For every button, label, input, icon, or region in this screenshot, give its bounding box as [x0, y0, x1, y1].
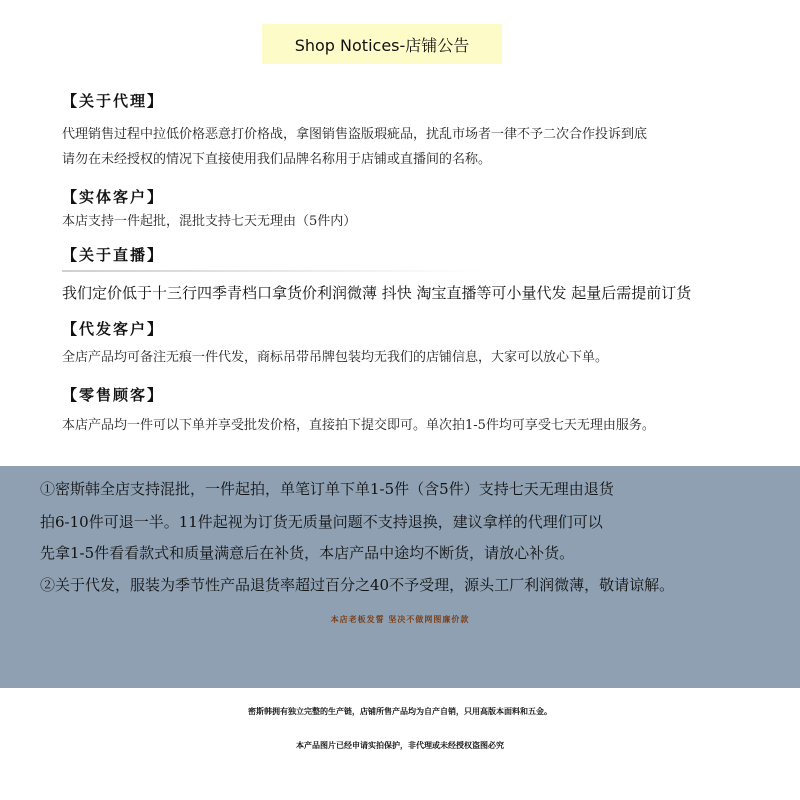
policy-line-1: ①密斯韩全店支持混批，一件起拍，单笔订单下单1-5件（含5件）支持七天无理由退货 [40, 480, 614, 498]
livestream-line: 我们定价低于十三行四季青档口拿货价利润微薄 抖快 淘宝直播等可小量代发 起量后需提前订货 [62, 284, 692, 302]
section-heading-dropship: 【代发客户】 [62, 320, 165, 338]
notice-title: Shop Notices-店铺公告 [294, 35, 470, 55]
dropship-line: 全店产品均可备注无痕一件代发，商标吊带吊牌包装均无我们的店铺信息，大家可以放心下单。 [62, 350, 609, 365]
retail-line: 本店产品均一件可以下单并享受批发价格，直接拍下提交即可。单次拍1-5件均可享受七天无理由服务。 [62, 418, 655, 433]
agency-line-2: 请勿在未经授权的情况下直接使用我们品牌名称用于店铺或直播间的名称。 [62, 152, 492, 167]
policy-line-3: 先拿1-5件看看款式和质量满意后在补货，本店产品中途均不断货，请放心补货。 [40, 544, 575, 562]
owner-pledge-headline: 本店老板发誓 坚决不做网图廉价款 [330, 615, 470, 624]
section-heading-livestream: 【关于直播】 [62, 246, 165, 264]
section-heading-agency: 【关于代理】 [62, 92, 165, 110]
divider [62, 270, 482, 272]
agency-line-1: 代理销售过程中拉低价格恶意打价格战，拿图销售盗版瑕疵品，扰乱市场者一律不予二次合作投诉到底 [62, 127, 648, 142]
footer-line-1: 密斯韩拥有独立完整的生产链，店铺所售产品均为自产自销，只用高版本面料和五金。 [248, 706, 552, 716]
section-heading-retail: 【零售顾客】 [62, 386, 165, 404]
physical-customers-line: 本店支持一件起批，混批支持七天无理由（5件内） [62, 214, 357, 229]
policy-line-2: 拍6-10件可退一半。11件起视为订货无质量问题不支持退换，建议拿样的代理们可以 [40, 513, 603, 531]
section-heading-physical-customers: 【实体客户】 [62, 188, 165, 206]
notice-title-box [262, 24, 502, 64]
footer-line-2: 本产品图片已经申请实拍保护，非代理或未经授权盗图必究 [296, 740, 504, 750]
policy-line-4: ②关于代发，服装为季节性产品退货率超过百分之40不予受理，源头工厂利润微薄，敬请谅解。 [40, 576, 675, 594]
